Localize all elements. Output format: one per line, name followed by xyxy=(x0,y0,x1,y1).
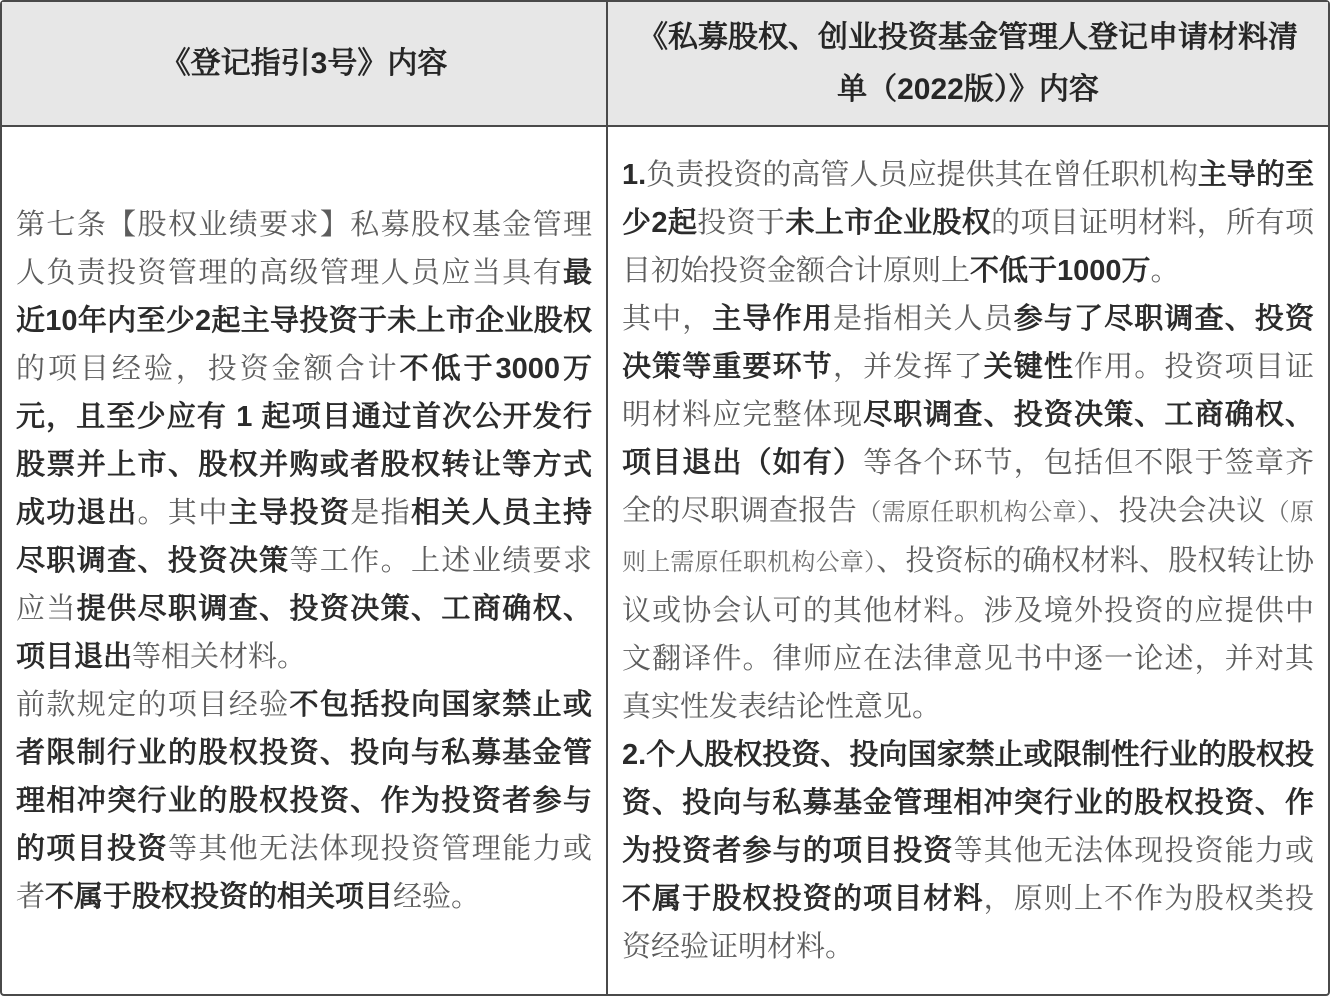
header-cell-checklist2022 xyxy=(608,2,1328,127)
text-run: 相关人员主持尽职调查、投资决策 xyxy=(16,496,592,577)
text-run: 投资于 xyxy=(697,206,786,239)
text-run: 其中， xyxy=(622,302,713,335)
paragraph xyxy=(16,681,592,921)
text-run: 经验。 xyxy=(393,880,481,913)
text-run: 不属于股权投资的相关项目 xyxy=(45,880,394,913)
paragraph xyxy=(622,731,1314,971)
text-run: （原则上需原任职机构公章） xyxy=(622,498,1315,576)
text-run: 主导投资 xyxy=(228,496,351,529)
text-run: 关键性 xyxy=(983,350,1075,383)
text-run: 2.个人股权投资、投向国家禁止或限制性行业的股权投资、投向与私募基金管理相冲突行业的股权投资、作为投资者参与的项目投资 xyxy=(622,738,1314,867)
text-run: 提供尽职调查、投资决策、工商确权、项目退出 xyxy=(16,592,592,673)
text-run: ，原则上不作为股权类投资经验证明材料。 xyxy=(622,882,1314,963)
text-run: 等相关材料。 xyxy=(132,640,307,673)
text-run: 是指 xyxy=(350,496,412,529)
header-title-checklist2022: 《私募股权、创业投资基金管理人登记申请材料清单（2022版）》内容 xyxy=(638,20,1298,106)
header-title-guideline3: 《登记指引3号》内容 xyxy=(160,46,448,80)
text-run: 。其中 xyxy=(137,496,229,529)
header-cell-guideline3 xyxy=(2,2,608,127)
paragraph xyxy=(16,201,592,681)
text-run: 主导的至少2起 xyxy=(622,158,1314,239)
text-run: 参与了尽职调查、投资决策等重要环节 xyxy=(622,302,1314,383)
text-run: 1. xyxy=(622,158,647,191)
text-run: 不低于1000万 xyxy=(970,254,1151,287)
text-run: （需原任职机构公章） xyxy=(857,498,1090,526)
text-run: 等各个环节，包括但不限于签章齐全的尽职调查报告 xyxy=(622,446,1314,527)
text-run: 、投资标的确权材料、股权转让协议或协会认可的其他材料。涉及境外投资的应提供中文翻译件。律师应在法律意见书中逐一论述，并对其真实性发表结论性意见。 xyxy=(622,544,1314,723)
text-run: 等其他无法体现投资管理能力或者 xyxy=(16,832,592,913)
text-run: 。 xyxy=(1150,254,1180,287)
text-run: 的项目证明材料，所有项目初始投资金额合计原则上 xyxy=(622,206,1314,287)
text-run: 不低于3000万元，且至少应有 1 起项目通过首次公开发行股票并上市、股权并购或者股权转让等方式成功退出 xyxy=(16,352,592,529)
text-run: ，并发挥了 xyxy=(832,350,984,383)
body-cell-checklist2022 xyxy=(608,127,1328,994)
paragraph xyxy=(622,295,1314,731)
paragraph xyxy=(622,151,1314,295)
text-run: 不包括投向国家禁止或者限制行业的股权投资、投向与私募基金管理相冲突行业的股权投资、作为投资者参与的项目投资 xyxy=(16,688,592,865)
text-run: 最近10年内至少2起主导投资于未上市企业股权 xyxy=(16,256,592,337)
text-run: 、投决会决议 xyxy=(1089,494,1266,527)
text-run: 的项目经验，投资金额合计 xyxy=(16,352,400,385)
text-run: 负责投资的高管人员应提供其在曾任职机构 xyxy=(646,158,1198,191)
text-run: 不属于股权投资的项目材料 xyxy=(622,882,984,915)
text-run: 等工作。上述业绩要求应当 xyxy=(16,544,592,625)
text-run: 主导作用 xyxy=(712,302,833,335)
text-run: 未上市企业股权 xyxy=(785,206,992,239)
text-run: 是指相关人员 xyxy=(832,302,1014,335)
text-run: 作用。投资项目证明材料应完整体现 xyxy=(622,350,1314,431)
text-run: 前款规定的项目经验 xyxy=(16,688,290,721)
text-run: 尽职调查、投资决策、工商确权、项目退出（如有） xyxy=(622,398,1314,479)
text-run: 第七条【股权业绩要求】私募股权基金管理人负责投资管理的高级管理人员应当具有 xyxy=(16,208,592,289)
text-run: 等其他无法体现投资能力或 xyxy=(953,834,1314,867)
body-cell-guideline3 xyxy=(2,127,608,994)
